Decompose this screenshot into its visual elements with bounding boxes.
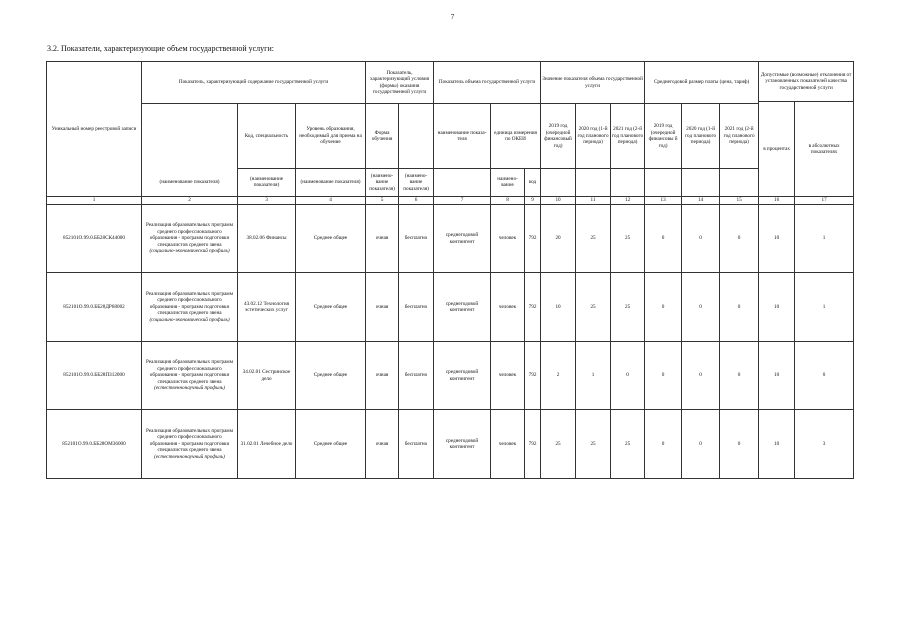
indicator-name-cell: среднегодовой контингент — [434, 410, 491, 479]
service-description: Реализация образовательных программ среднего профессионального образования - программ подготовки специалистов среднего звена — [145, 427, 233, 454]
fee-2019-cell: 0 — [645, 410, 682, 479]
service-description-cell — [142, 204, 238, 272]
fee-2021-cell: 0 — [720, 341, 759, 409]
fee-2019-cell: 0 — [645, 204, 682, 272]
header-in-percent: в процентах — [759, 102, 795, 197]
deviation-percent-cell: 10 — [759, 341, 795, 409]
deviation-percent-cell: 10 — [759, 273, 795, 341]
column-number: 4 — [296, 196, 366, 204]
header-name-indicator-1: (наименование показателя) — [142, 168, 238, 196]
column-number: 7 — [434, 196, 491, 204]
header-volume-group: Показатель объема государственной услуги — [434, 62, 541, 104]
service-profile: (естественнонаучный профиль) — [154, 453, 225, 460]
table-row — [47, 341, 854, 409]
column-number: 3 — [238, 196, 296, 204]
service-description-cell — [142, 273, 238, 341]
header-blank-10 — [541, 168, 576, 196]
unit-name-cell: человек — [491, 204, 525, 272]
fee-2019-cell: 0 — [645, 341, 682, 409]
study-form-cell: очная — [366, 341, 399, 409]
registry-number: 852101О.99.0.ББ28ОМ36000 — [47, 410, 142, 479]
value-2019-cell: 2 — [541, 341, 576, 409]
header-year-1: 2019 год (очередной финансовый год) — [541, 104, 576, 168]
service-profile: (естественнонаучный профиль) — [154, 385, 225, 392]
value-2020-cell: 1 — [576, 341, 611, 409]
value-2021-cell: 25 — [611, 273, 645, 341]
header-blank-14 — [682, 168, 720, 196]
column-number: 5 — [366, 196, 399, 204]
deviation-absolute-cell: 0 — [795, 341, 854, 409]
header-fee-year-3: 2021 год (2-й год планового периода) — [720, 104, 759, 168]
unit-code-cell: 792 — [525, 410, 541, 479]
header-blank-11 — [576, 168, 611, 196]
header-name-indicator-3: (наименование показателя) — [296, 168, 366, 196]
value-2019-cell: 25 — [541, 410, 576, 479]
column-number: 15 — [720, 196, 759, 204]
fee-2019-cell: 0 — [645, 273, 682, 341]
section-title: 3.2. Показатели, характеризующие объем государственной услуги: — [47, 44, 274, 53]
value-2019-cell: 10 — [541, 273, 576, 341]
education-level-cell: Среднее общее — [296, 410, 366, 479]
header-unit-name: наимено-вание — [491, 168, 525, 196]
education-level-cell: Среднее общее — [296, 273, 366, 341]
column-number: 8 — [491, 196, 525, 204]
column-number: 14 — [682, 196, 720, 204]
value-2020-cell: 25 — [576, 410, 611, 479]
education-level-cell: Среднее общее — [296, 204, 366, 272]
payment-cell: бесплатно — [399, 410, 434, 479]
unit-name-cell: человек — [491, 341, 525, 409]
deviation-absolute-cell: 1 — [795, 273, 854, 341]
header-blank-15 — [720, 168, 759, 196]
column-number: 13 — [645, 196, 682, 204]
header-fee-year-2: 2020 год (1-й год планового периода) — [682, 104, 720, 168]
fee-2021-cell: 0 — [720, 273, 759, 341]
indicator-name-cell: среднегодовой контингент — [434, 341, 491, 409]
table-row — [47, 273, 854, 341]
header-conditions-group: Показатель, характеризующий условия (формы) оказания государственной услуги — [366, 62, 434, 104]
fee-2020-cell: 0 — [682, 341, 720, 409]
service-description-cell — [142, 410, 238, 479]
service-description: Реализация образовательных программ среднего профессионального образования - программ подготовки специалистов среднего звена — [145, 290, 233, 317]
table-row — [47, 204, 854, 272]
column-number: 16 — [759, 196, 795, 204]
unit-code-cell: 792 — [525, 204, 541, 272]
registry-number: 852101О.99.0.ББ28ДР68002 — [47, 273, 142, 341]
header-year-2: 2020 год (1-й год планового периода) — [576, 104, 611, 168]
table-row — [47, 410, 854, 479]
unit-code-cell: 792 — [525, 273, 541, 341]
value-2021-cell: 25 — [611, 204, 645, 272]
column-number: 12 — [611, 196, 645, 204]
header-name-indicator-5: (наимено-вание показателя) — [399, 168, 434, 196]
header-sub-code: Код, специальность — [238, 104, 296, 168]
fee-2020-cell: 0 — [682, 410, 720, 479]
service-description: Реализация образовательных программ среднего профессионального образования - программ подготовки специалистов среднего звена — [145, 359, 233, 385]
header-fee-year-1: 2019 год (очередной финансовы й год) — [645, 104, 682, 168]
deviation-absolute-cell: 1 — [795, 204, 854, 272]
value-2021-cell: 25 — [611, 410, 645, 479]
header-sub-form: Форма обучения — [366, 104, 399, 168]
education-level-cell: Среднее общее — [296, 341, 366, 409]
deviation-absolute-cell: 3 — [795, 410, 854, 479]
payment-cell: бесплатно — [399, 204, 434, 272]
value-2020-cell: 25 — [576, 204, 611, 272]
specialty-cell: 38.02.06 Финансы — [238, 204, 296, 272]
column-number: 9 — [525, 196, 541, 204]
study-form-cell: очная — [366, 410, 399, 479]
header-blank-13 — [645, 168, 682, 196]
payment-cell: бесплатно — [399, 341, 434, 409]
unit-code-cell: 792 — [525, 341, 541, 409]
fee-2020-cell: 0 — [682, 204, 720, 272]
column-number: 11 — [576, 196, 611, 204]
deviation-percent-cell: 10 — [759, 410, 795, 479]
indicator-name-cell: среднегодовой контингент — [434, 204, 491, 272]
page-number: 7 — [450, 13, 455, 21]
fee-2021-cell: 0 — [720, 410, 759, 479]
header-fee-group: Среднегодовой размер платы (цена, тариф) — [645, 62, 759, 104]
fee-2021-cell: 0 — [720, 204, 759, 272]
column-number: 6 — [399, 196, 434, 204]
header-blank-12 — [611, 168, 645, 196]
service-profile: (социально-экономический профиль) — [149, 316, 230, 323]
column-number: 2 — [142, 196, 238, 204]
header-unit-okei: единица измерения по ОКЕИ — [491, 104, 541, 168]
header-year-3: 2021 год (2-й год планового периода) — [611, 104, 645, 168]
header-name-indicator-4: (наимено-вание показателя) — [366, 168, 399, 196]
specialty-cell: 43.02.12 Технология эстетических услуг — [238, 273, 296, 341]
study-form-cell: очная — [366, 273, 399, 341]
header-unit-code: код — [525, 168, 541, 196]
column-number: 1 — [47, 196, 142, 204]
value-2020-cell: 25 — [576, 273, 611, 341]
column-number: 17 — [795, 196, 854, 204]
column-number: 10 — [541, 196, 576, 204]
registry-number: 852101О.99.0.ББ28ПЗ12000 — [47, 341, 142, 409]
fee-2020-cell: 0 — [682, 273, 720, 341]
header-value-group: Значение показателя объема государственной услуги — [541, 62, 645, 104]
unit-name-cell: человек — [491, 273, 525, 341]
header-sub-blank — [399, 104, 434, 168]
header-name-indicator-2: (наименование показателя) — [238, 168, 296, 196]
study-form-cell: очная — [366, 204, 399, 272]
header-deviation-group: Допустимые (возможные) отклонения от установленных показателей качества государственной услуги — [759, 62, 854, 102]
header-indicator-name: наименование показа-теля — [434, 104, 491, 168]
service-profile: (социально-экономический профиль) — [149, 248, 230, 255]
registry-number: 852101О.99.0.ББ28СК44000 — [47, 204, 142, 272]
header-indicator-blank — [434, 168, 491, 196]
unit-name-cell: человек — [491, 410, 525, 479]
column-number-row — [47, 196, 854, 204]
header-content-group: Показатель, характеризующий содержание государственной услуги — [142, 62, 366, 104]
value-2019-cell: 20 — [541, 204, 576, 272]
header-content-spacer — [142, 104, 238, 168]
payment-cell: бесплатно — [399, 273, 434, 341]
service-description-cell — [142, 341, 238, 409]
service-description: Реализация образовательных программ среднего профессионального образования - программ подготовки специалистов среднего звена — [145, 222, 233, 248]
specialty-cell: 34.02.01 Сестринское дело — [238, 341, 296, 409]
header-registry: Уникальный номер реестровой записи — [47, 62, 142, 197]
volume-indicators-table — [46, 61, 854, 479]
specialty-cell: 31.02.01 Лечебное дело — [238, 410, 296, 479]
header-sub-level: Уровень образования, необходимый для приема на обучение — [296, 104, 366, 168]
indicator-name-cell: среднегодовой контингент — [434, 273, 491, 341]
value-2021-cell: 0 — [611, 341, 645, 409]
header-in-absolute: в абсолютных показателях — [795, 102, 854, 197]
deviation-percent-cell: 10 — [759, 204, 795, 272]
